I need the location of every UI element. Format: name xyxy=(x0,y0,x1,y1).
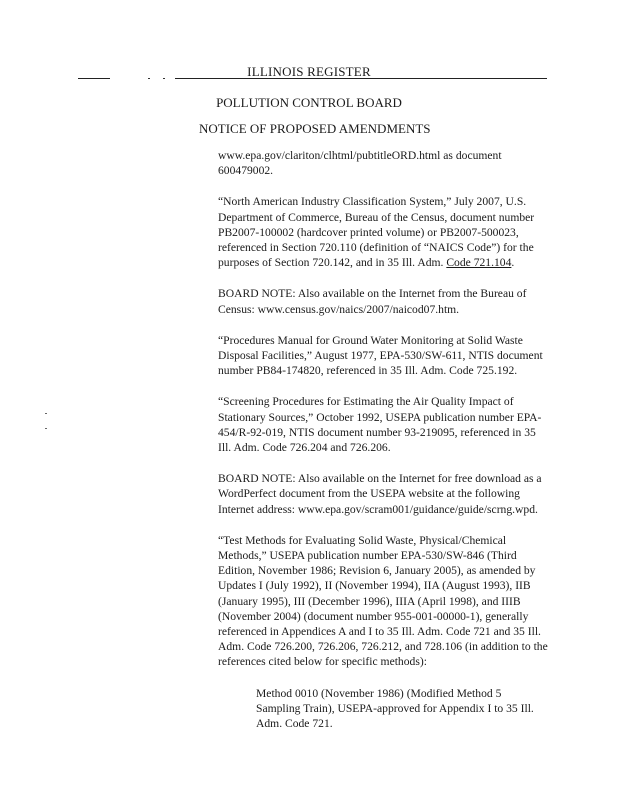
paragraph-screening-procedures: “Screening Procedures for Estimating the Air Quality Impact of Stationary Sources,” October 1992, USEPA publication number EPA-454/R-92-019, NTIS document number 93-219095, referenced in 35 Ill. Adm. Code 726.204 and 726.206. xyxy=(218,395,542,455)
margin-mark xyxy=(45,413,47,414)
board-note-census: BOARD NOTE: Also available on the Internet from the Bureau of Census: www.census.gov/naics/2007/naicod07.htm. xyxy=(218,287,527,316)
paragraph-test-methods: “Test Methods for Evaluating Solid Waste, Physical/Chemical Methods,” USEPA publication number EPA-530/SW-846 (Third Edition, November 1986; Revision 6, January 2005), as amended by Updates I (July 1992), II (November 1994), IIA (August 1993), IIB (January 1995), III (December 1996), IIIA (April 1998), and IIIB (November 2004) (document number 955-001-00000-1), generally referenced in Appendices A and I to 35 Ill. Adm. Code 721 and 35 Ill. Adm. Code 726.200, 726.206, 726.212, and 728.106 (in addition to the references cited below for specific methods): xyxy=(218,533,548,669)
board-note-wordperfect: BOARD NOTE: Also available on the Internet for free download as a WordPerfect document from the USEPA website at the following Internet address: www.epa.gov/scram001/guidance/guide/scrng.wpd. xyxy=(218,472,542,516)
paragraph-url-continuation: www.epa.gov/clariton/clhtml/pubtitleORD.html as document 600479002. xyxy=(218,149,502,178)
paragraph-naics xyxy=(218,194,548,270)
naics-text: “North American Industry Classification System,” July 2007, U.S. Department of Commerce, Bureau of the Census, document number PB2007-100002 (hardcover printed volume) or PB2007-500023, referenced in Section 720.110 (definition of “NAICS Code”) for the purposes of Section 720.142, and in 35 Ill. Adm. xyxy=(218,195,535,270)
naics-period: . xyxy=(511,256,515,270)
notice-title: NOTICE OF PROPOSED AMENDMENTS xyxy=(199,121,431,136)
register-title: ILLINOIS REGISTER xyxy=(247,64,371,79)
naics-code-reference: Code 721.104 xyxy=(446,256,512,270)
margin-mark xyxy=(45,428,47,429)
document-body xyxy=(218,148,548,747)
board-title: POLLUTION CONTROL BOARD xyxy=(216,95,402,110)
paragraph-procedures-manual: “Procedures Manual for Ground Water Monitoring at Solid Waste Disposal Facilities,” August 1977, EPA-530/SW-611, NTIS document number PB84-174820, referenced in 35 Ill. Adm. Code 725.192. xyxy=(218,333,543,378)
paragraph-method-0010: Method 0010 (November 1986) (Modified Method 5 Sampling Train), USEPA-approved for Appendix I to 35 Ill. Adm. Code 721. xyxy=(256,686,534,731)
